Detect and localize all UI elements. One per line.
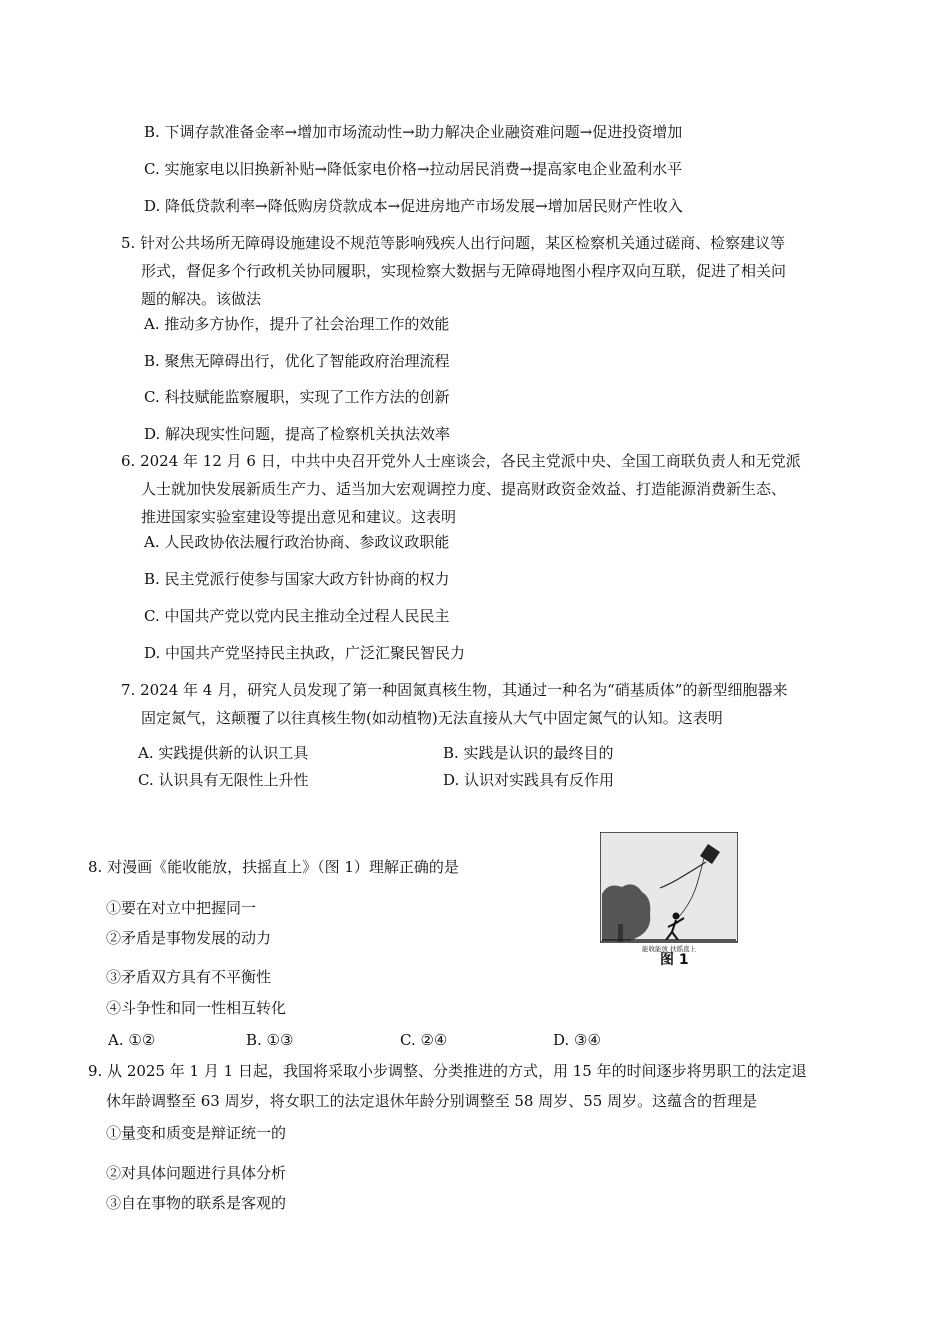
q7-option-d: D. 认识对实践具有反作用 (443, 771, 615, 789)
q7-option-c: C. 认识具有无限性上升性 (138, 771, 309, 789)
q9-item-1: ①量变和质变是辩证统一的 (106, 1124, 287, 1142)
q8-stem: 8. 对漫画《能收能放，扶摇直上》（图 1）理解正确的是 (88, 858, 459, 876)
q7-stem-line-2: 固定氮气，这颠覆了以往真核生物(如动植物)无法直接从大气中固定氮气的认知。这表明 (141, 709, 723, 727)
figure-1-cartoon (600, 832, 738, 972)
q5-option-c: C. 科技赋能监察履职，实现了工作方法的创新 (144, 388, 450, 406)
q8-option-b: B. ①③ (246, 1031, 294, 1049)
q5-stem-line-2: 形式，督促多个行政机关协同履职，实现检察大数据与无障碍地图小程序双向互联，促进了相关问 (141, 262, 787, 280)
q6-option-d: D. 中国共产党坚持民主执政，广泛汇聚民智民力 (144, 644, 466, 662)
tree-shape (602, 884, 650, 942)
q8-item-4: ④斗争性和同一性相互转化 (106, 999, 287, 1017)
q7-stem-line-1: 7. 2024 年 4 月，研究人员发现了第一种固氮真核生物，其通过一种名为“硝基质体”的新型细胞器来 (121, 681, 788, 699)
cartoon-caption: 能收能放 扶摇直上 (642, 945, 697, 953)
person-figure (673, 913, 680, 920)
q4-option-b: B. 下调存款准备金率→增加市场流动性→助力解决企业融资难问题→促进投资增加 (144, 123, 683, 141)
q6-stem-line-3: 推进国家实验室建设等提出意见和建议。这表明 (141, 508, 457, 526)
q4-option-c: C. 实施家电以旧换新补贴→降低家电价格→拉动居民消费→提高家电企业盈利水平 (144, 160, 683, 178)
q9-stem-line-2: 休年龄调整至 63 周岁，将女职工的法定退休年龄分别调整至 58 周岁、55 周岁。这蕴含的哲理是 (106, 1092, 758, 1110)
q4-option-d: D. 降低贷款利率→降低购房贷款成本→促进房地产市场发展→增加居民财产性收入 (144, 197, 683, 215)
q6-stem-line-2: 人士就加快发展新质生产力、适当加大宏观调控力度、提高财政资金效益、打造能源消费新生态、 (141, 480, 787, 498)
q6-stem-line-1: 6. 2024 年 12 月 6 日，中共中央召开党外人士座谈会，各民主党派中央、全国工商联负责人和无党派 (121, 452, 801, 470)
q5-option-a: A. 推动多方协作，提升了社会治理工作的效能 (144, 315, 450, 333)
q8-option-a: A. ①② (108, 1031, 156, 1049)
q6-option-b: B. 民主党派行使参与国家大政方针协商的权力 (144, 570, 450, 588)
q5-option-d: D. 解决现实性问题，提高了检察机关执法效率 (144, 425, 451, 443)
q8-item-2: ②矛盾是事物发展的动力 (106, 929, 272, 947)
q6-option-a: A. 人民政协依法履行政治协商、参政议政职能 (144, 533, 450, 551)
q7-option-b: B. 实践是认识的最终目的 (443, 744, 614, 762)
q5-stem-line-1: 5. 针对公共场所无障碍设施建设不规范等影响残疾人出行问题，某区检察机关通过磋商、检察建议等 (121, 234, 786, 252)
q7-option-a: A. 实践提供新的认识工具 (138, 744, 309, 762)
q8-item-1: ①要在对立中把握同一 (106, 899, 257, 917)
figure-caption: 图 1 (660, 952, 689, 968)
q9-item-3: ③自在事物的联系是客观的 (106, 1194, 287, 1212)
q5-option-b: B. 聚焦无障碍出行，优化了智能政府治理流程 (144, 352, 450, 370)
q8-option-d: D. ③④ (553, 1031, 601, 1049)
q9-item-2: ②对具体问题进行具体分析 (106, 1164, 287, 1182)
q6-option-c: C. 中国共产党以党内民主推动全过程人民民主 (144, 607, 450, 625)
q8-option-c: C. ②④ (400, 1031, 448, 1049)
q5-stem-line-3: 题的解决。该做法 (141, 290, 262, 308)
q9-stem-line-1: 9. 从 2025 年 1 月 1 日起，我国将采取小步调整、分类推进的方式，用 15 年的时间逐步将男职工的法定退 (88, 1062, 807, 1080)
q8-item-3: ③矛盾双方具有不平衡性 (106, 968, 272, 986)
